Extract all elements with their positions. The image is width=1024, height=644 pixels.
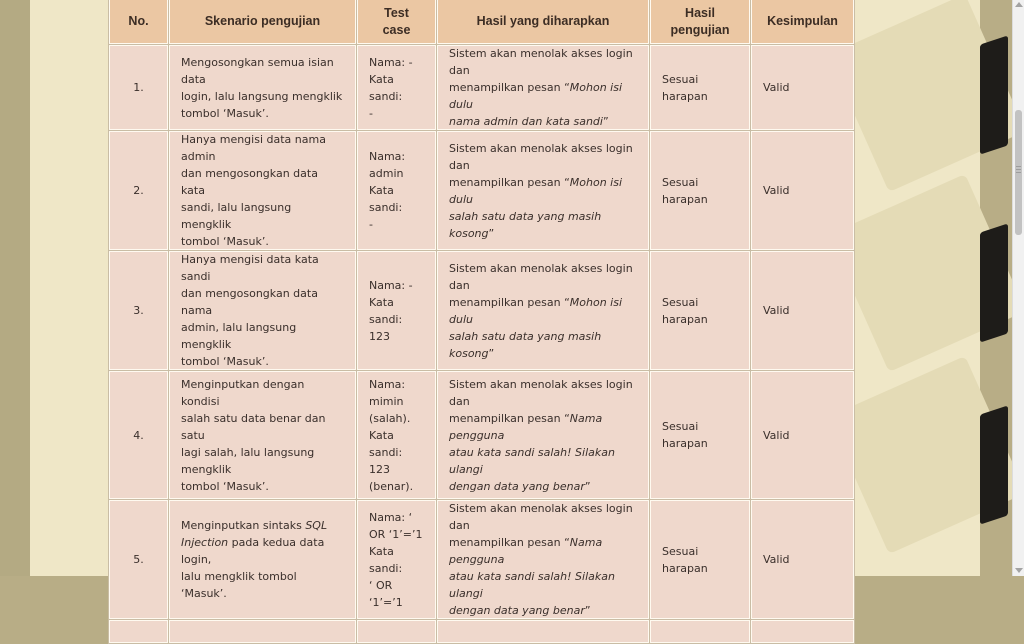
conclusion-cell: Valid [751,131,855,251]
empty-cell [357,620,437,644]
header-testcase-line: case [382,22,411,37]
testcase-line: ‘1’=’1 [369,595,403,609]
table-row [109,251,855,371]
scenario-cell [169,131,357,251]
testcase-line: Nama: ‘ [369,510,413,524]
empty-cell [751,620,855,644]
testcase-line: OR ‘1’=’1 [369,527,423,541]
header-result [650,0,751,45]
row-number: 2. [109,131,169,251]
empty-cell [169,620,357,644]
result-cell: Sesuai harapan [650,131,751,251]
expected-message: Nama pengguna [449,411,603,442]
scenario-cell [169,251,357,371]
testcase-line: admin [369,167,404,180]
test-table-container [108,0,855,644]
header-testcase [357,0,437,45]
header-expected: Hasil yang diharapkan [437,0,650,45]
expected-cell [437,500,650,620]
expected-quote-end: ” [488,346,495,360]
scroll-down-arrow-icon[interactable] [1015,568,1023,573]
header-conclusion: Kesimpulan [751,0,855,45]
scrollbar-thumb[interactable] [1015,110,1022,235]
table-header-row [109,0,855,45]
expected-line: menampilkan pesan “ [449,81,570,94]
testcase-cell [357,131,437,251]
testcase-line: 123 [369,462,390,476]
scenario-line: admin, lalu langsung mengklik [181,321,297,351]
row-number: 5. [109,500,169,620]
scenario-cell [169,371,357,500]
header-result-line: pengujian [670,22,730,37]
table-row [109,45,855,131]
scenario-term: SQL [305,519,328,532]
testcase-line: Nama: [369,150,406,163]
header-result-line: Hasil [685,5,715,20]
grip-icon [1016,166,1021,167]
result-cell: Sesuai harapan [650,45,751,131]
result-cell: Sesuai harapan [650,371,751,500]
expected-quote-end: ” [602,115,609,128]
testcase-line: - [369,106,373,120]
empty-cell [109,620,169,644]
scenario-line: tombol ‘Masuk’. [181,106,269,120]
expected-line: menampilkan pesan “ [449,295,570,309]
table-row-partial [109,620,855,644]
conclusion-cell: Valid [751,500,855,620]
scenario-line: login, lalu langsung mengklik [181,89,343,103]
empty-cell [650,620,751,644]
testcase-cell [357,500,437,620]
table-row [109,500,855,620]
header-testcase-line: Test [384,5,409,20]
expected-line: Sistem akan menolak akses login dan [449,47,633,77]
background-left-band [0,0,30,576]
testcase-line: Kata sandi: [369,184,403,214]
conclusion-cell: Valid [751,251,855,371]
scenario-line: Hanya mengisi data kata sandi [181,253,319,283]
scenario-line: Hanya mengisi data nama admin [181,133,326,163]
scenario-line: Mengosongkan semua isian data [181,55,334,86]
result-cell: Sesuai harapan [650,500,751,620]
scenario-text: pada kedua data login, [181,536,325,566]
expected-cell [437,45,650,131]
testcase-line: mimin [369,394,404,408]
testcase-cell [357,45,437,131]
scenario-cell [169,45,357,131]
testcase-line: 123 [369,329,390,343]
expected-line: Sistem akan menolak akses login dan [449,141,633,172]
scenario-line: dan mengosongkan data kata [181,167,318,197]
scenario-text: lalu mengklik tombol ‘Masuk’. [181,570,297,600]
scenario-line: sandi, lalu langsung mengklik [181,201,292,231]
testcase-line: (benar). [369,479,414,493]
testcase-line: Nama: - [369,55,413,69]
expected-quote-end: ” [584,604,591,617]
expected-message: Nama pengguna [449,536,603,566]
conclusion-cell: Valid [751,371,855,500]
expected-message: salah satu data yang masih kosong [449,209,602,240]
testcase-line: Kata sandi: [369,428,403,459]
testcase-line: - [369,218,373,231]
expected-message: dengan data yang benar [449,479,585,493]
vertical-scrollbar[interactable] [1012,0,1024,576]
expected-line: Sistem akan menolak akses login dan [449,502,633,532]
table-row [109,131,855,251]
header-scenario: Skenario pengujian [169,0,357,45]
empty-cell [437,620,650,644]
scenario-line: lagi salah, lalu langsung mengklik [181,445,315,476]
expected-message: atau kata sandi salah! Silakan ulangi [449,570,615,600]
scenario-term: Injection [181,536,229,549]
conclusion-cell: Valid [751,45,855,131]
scenario-line: tombol ‘Masuk’. [181,355,269,368]
row-number: 3. [109,251,169,371]
expected-cell [437,131,650,251]
scenario-line: Menginputkan dengan kondisi [181,377,305,408]
scenario-text: Menginputkan sintaks [181,519,306,532]
scroll-up-arrow-icon[interactable] [1015,2,1023,7]
expected-message: nama admin dan kata sandi [449,115,603,128]
expected-message: atau kata sandi salah! Silakan ulangi [449,445,615,476]
scenario-line: tombol ‘Masuk’. [181,235,269,248]
expected-cell [437,251,650,371]
scenario-line: tombol ‘Masuk’. [181,479,269,493]
testcase-line: ‘ OR [369,578,393,592]
expected-message: salah satu data yang masih kosong [449,329,602,360]
testcase-line: Nama: - [369,278,413,292]
testcase-line: Nama: [369,377,406,391]
result-cell: Sesuai harapan [650,251,751,371]
expected-line: menampilkan pesan “ [449,536,570,549]
expected-message: Mohon isi dulu [449,295,623,326]
row-number: 4. [109,371,169,500]
expected-message: Mohon isi dulu [449,175,623,206]
row-number: 1. [109,45,169,131]
testcase-cell [357,251,437,371]
expected-line: menampilkan pesan “ [449,175,570,189]
scenario-cell [169,500,357,620]
expected-line: Sistem akan menolak akses login dan [449,377,633,408]
expected-quote-end: ” [584,479,591,493]
testcase-line: Kata sandi: [369,544,403,575]
expected-message: dengan data yang benar [449,604,585,617]
testcase-line: Kata sandi: [369,295,403,326]
expected-message: Mohon isi dulu [449,81,623,111]
expected-cell [437,371,650,500]
testcase-cell [357,371,437,500]
scenario-line: salah satu data benar dan satu [181,411,326,442]
test-results-table [108,0,855,644]
scenario-line: dan mengosongkan data nama [181,287,318,317]
table-row [109,371,855,500]
expected-quote-end: ” [488,226,495,240]
testcase-line: (salah). [369,411,411,425]
testcase-line: Kata sandi: [369,72,403,103]
expected-line: Sistem akan menolak akses login dan [449,261,633,292]
header-no: No. [109,0,169,45]
expected-line: menampilkan pesan “ [449,411,570,425]
